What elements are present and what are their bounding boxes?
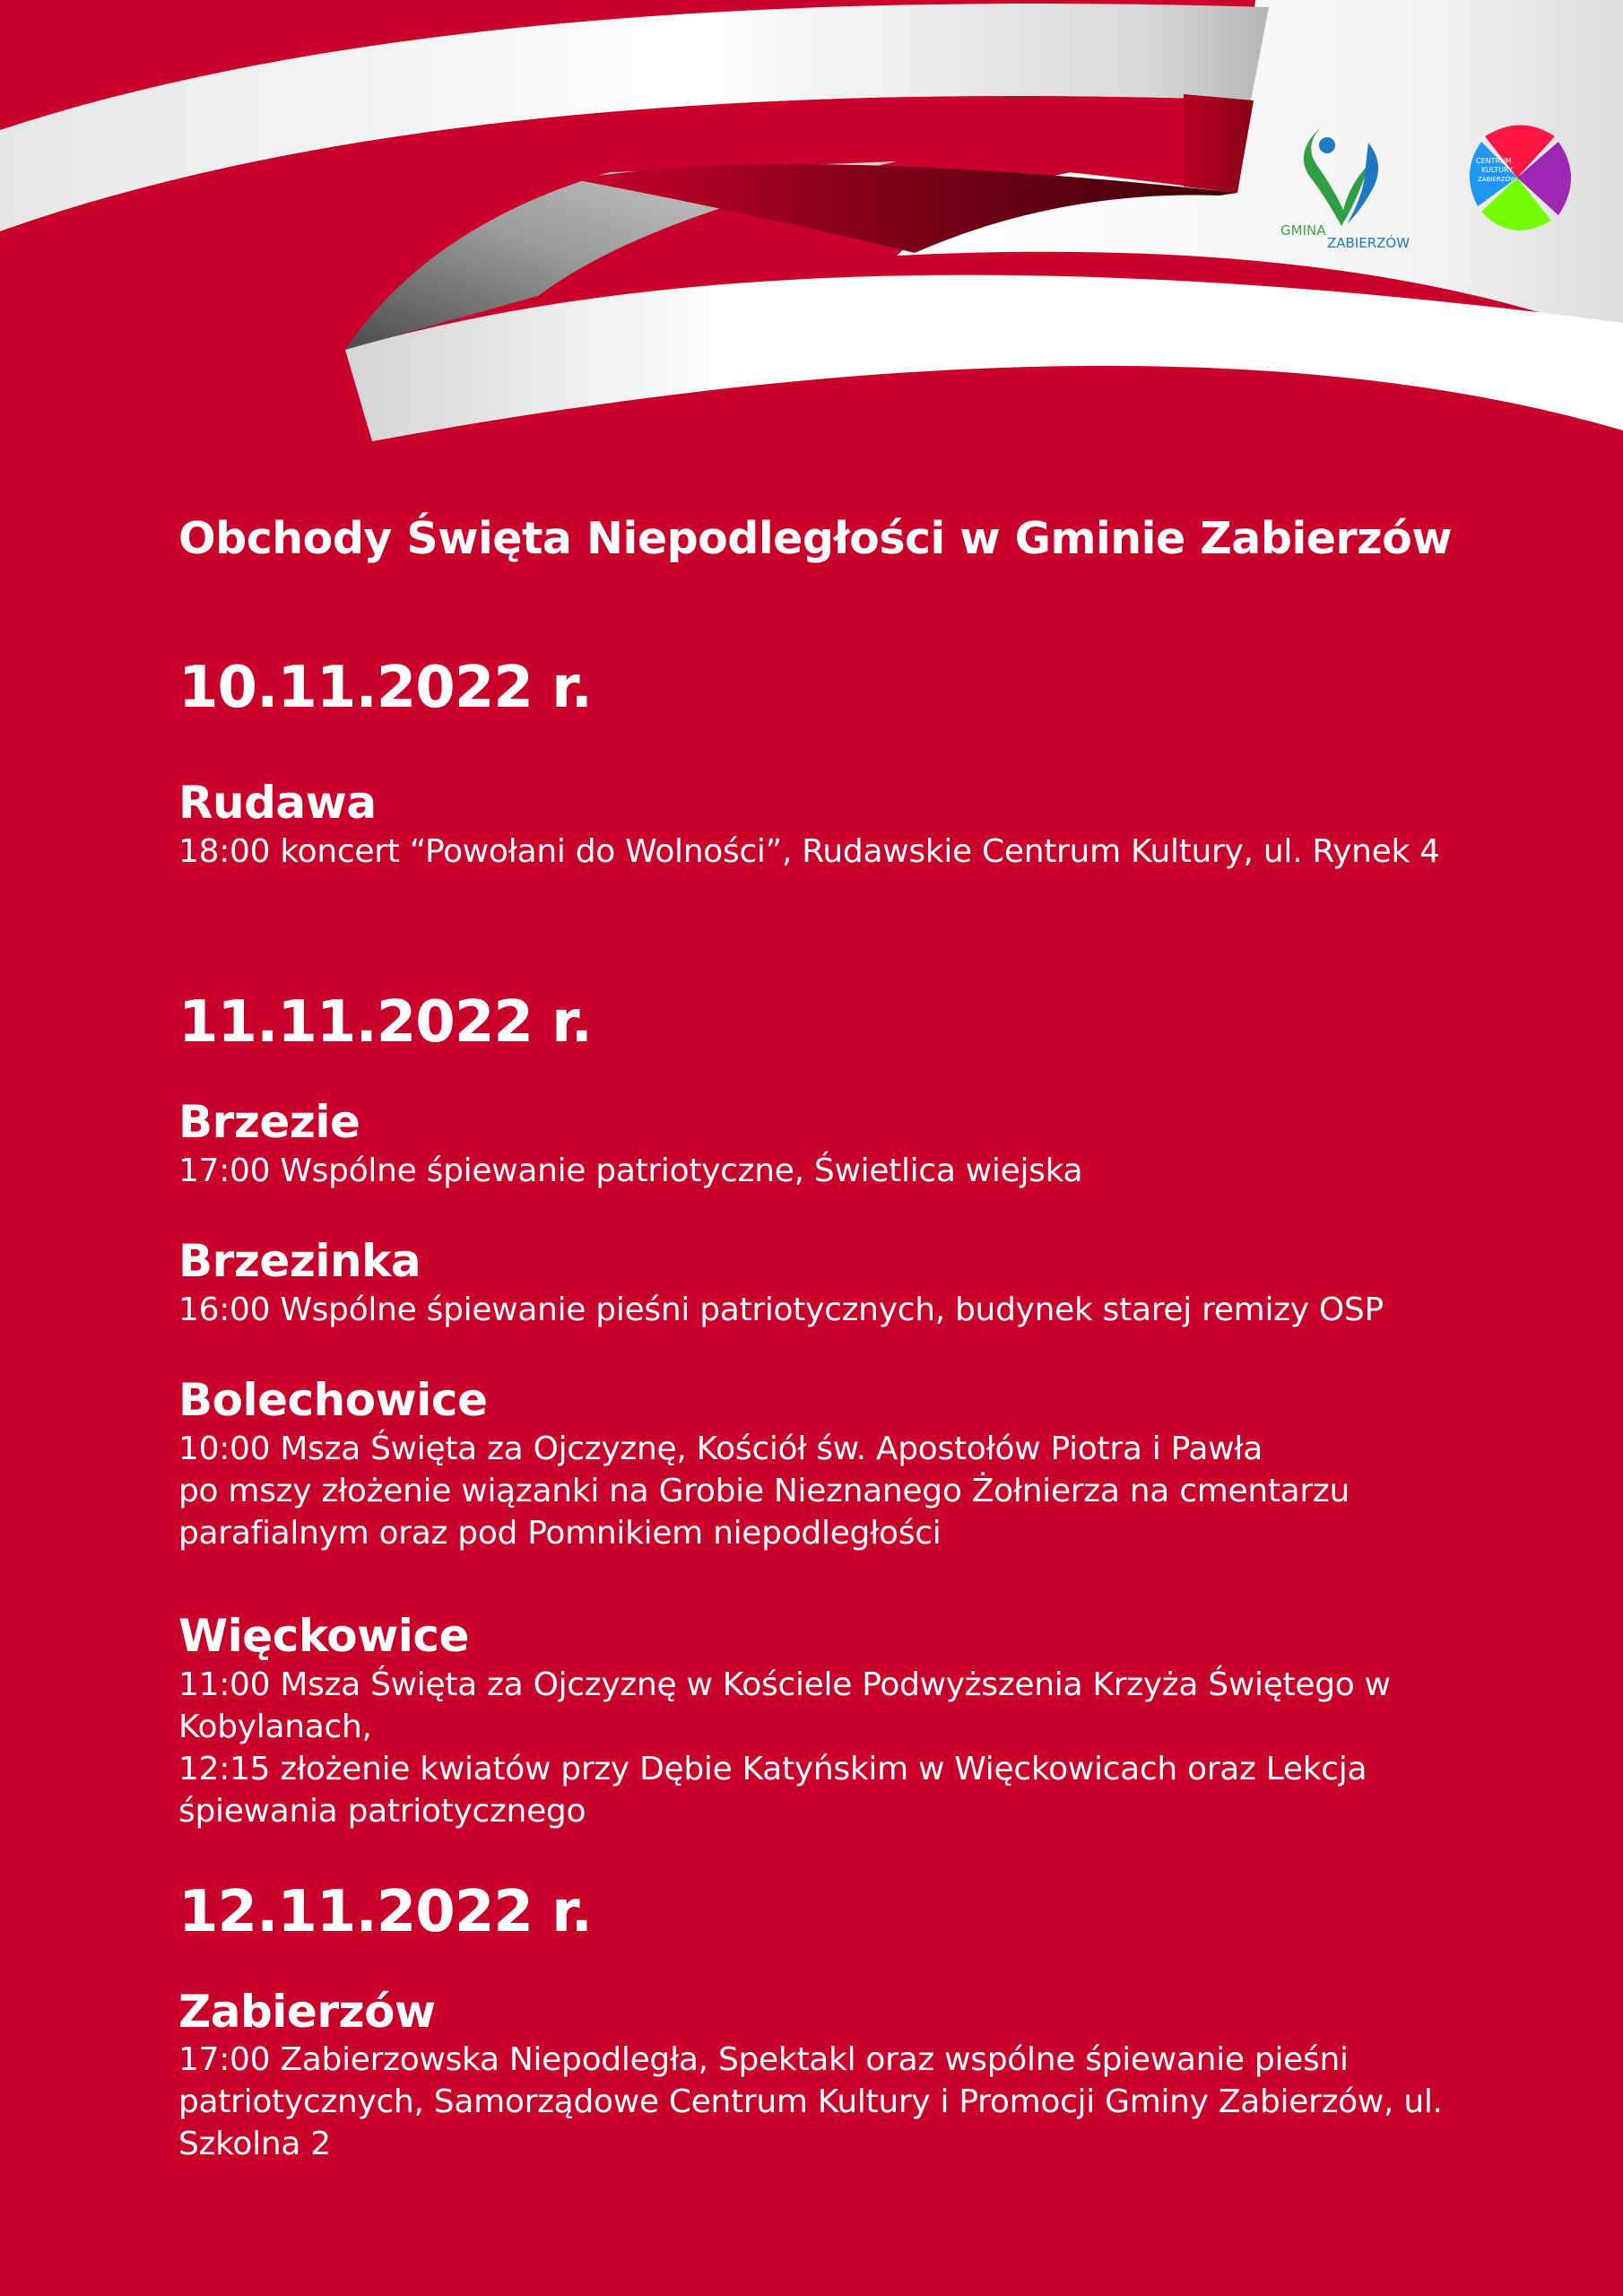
event-line: 12:15 złożenie kwiatów przy Dębie Katyńskim w Więckowicach oraz Lekcja — [178, 1751, 1367, 1787]
event-place: Brzezie — [178, 1096, 360, 1148]
day-date: 11.11.2022 r. — [178, 989, 592, 1056]
event-line: po mszy złożenie wiązanki na Grobie Nieznanego Żołnierza na cmentarzu — [178, 1473, 1350, 1509]
centrum-kultury-logo-icon — [1458, 118, 1576, 237]
event-line: 11:00 Msza Święta za Ojczyznę w Kościele Podwyższenia Krzyża Świętego w — [178, 1666, 1391, 1703]
ck-logo-line1: CENTRUM — [1476, 157, 1512, 165]
centrum-kultury-logo — [1458, 118, 1576, 237]
event-place: Brzezinka — [178, 1235, 421, 1287]
gmina-logo-line2: ZABIERZÓW — [1327, 235, 1410, 251]
event-line: parafialnym oraz pod Pomnikiem niepodległości — [178, 1515, 942, 1552]
event-place: Więckowice — [178, 1610, 469, 1662]
gmina-logo-line1: GMINA — [1280, 222, 1326, 239]
event-line: Szkolna 2 — [178, 2126, 331, 2162]
day-date: 12.11.2022 r. — [178, 1879, 592, 1945]
event-line: 17:00 Zabierzowska Niepodległa, Spektakl oraz wspólne śpiewanie pieśni — [178, 2041, 1349, 2078]
event-line: 16:00 Wspólne śpiewanie pieśni patriotycznych, budynek starej remizy OSP — [178, 1292, 1384, 1328]
gmina-zabierzow-logo — [1271, 111, 1415, 255]
day-date: 10.11.2022 r. — [178, 655, 592, 721]
event-line: śpiewania patriotycznego — [178, 1793, 586, 1830]
ck-logo-line3: ZABIERZÓW — [1478, 176, 1516, 183]
gmina-zabierzow-logo-icon — [1271, 111, 1415, 255]
event-line: 17:00 Wspólne śpiewanie patriotyczne, Świetlica wiejska — [178, 1152, 1083, 1189]
event-line: 10:00 Msza Święta za Ojczyznę, Kościół św. Apostołów Piotra i Pawła — [178, 1431, 1263, 1467]
ck-logo-line2: KULTURY — [1481, 166, 1513, 174]
event-line: Kobylanach, — [178, 1709, 372, 1745]
page-title: Obchody Święta Niepodległości w Gminie Zabierzów — [178, 513, 1453, 564]
event-place: Bolechowice — [178, 1374, 488, 1426]
event-place: Zabierzów — [178, 1986, 436, 2038]
event-line: patriotycznych, Samorządowe Centrum Kultury i Promocji Gminy Zabierzów, ul. — [178, 2083, 1443, 2120]
event-line: 18:00 koncert “Powołani do Wolności”, Rudawskie Centrum Kultury, ul. Rynek 4 — [178, 833, 1440, 870]
event-place: Rudawa — [178, 777, 377, 829]
